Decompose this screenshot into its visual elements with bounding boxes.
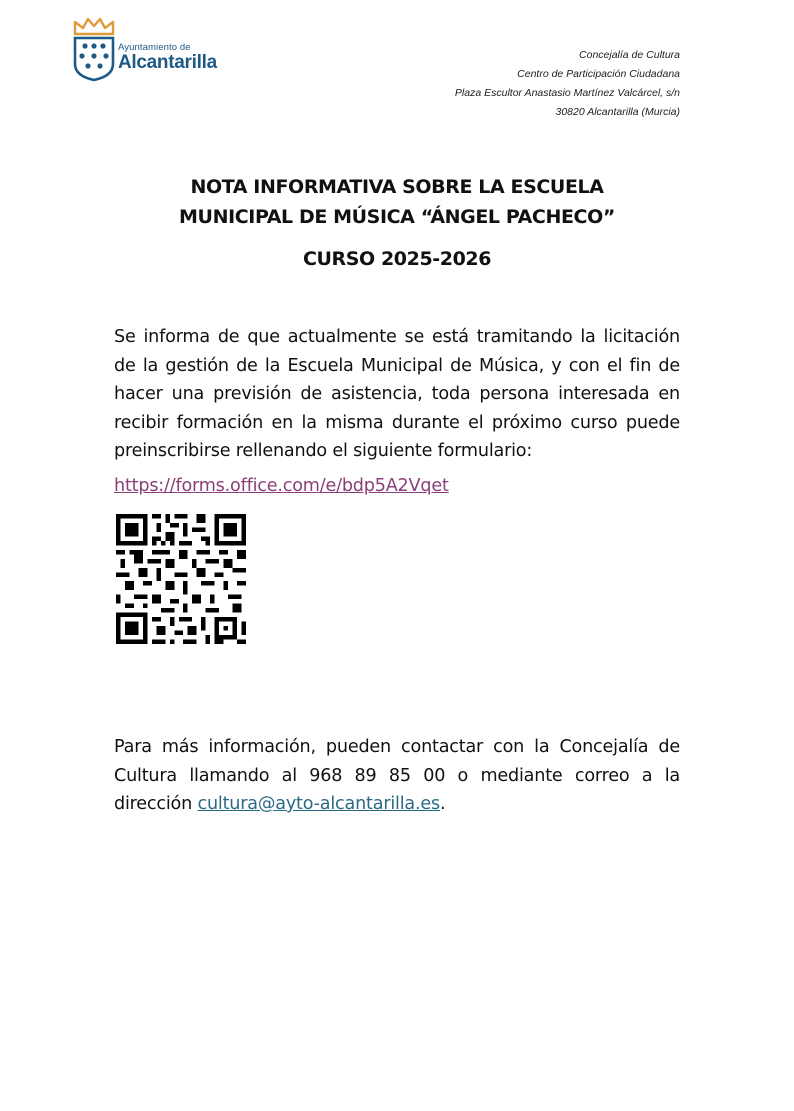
address-block: [455, 46, 680, 122]
info-paragraph: Se informa de que actualmente se está tramitando la licitación de la gestión de la Escuela Municipal de Música, y con el fin de hacer una previsión de asistencia, toda persona interesada en recibir formación en la misma durante el próximo curso puede preinscribirse rellenando el siguiente formulario:: [114, 327, 680, 461]
crest-icon: [72, 16, 116, 82]
contact-paragraph: [114, 733, 680, 819]
course-title: CURSO 2025-2026: [302, 248, 492, 270]
address-line: 30820 Alcantarilla (Murcia): [555, 106, 680, 118]
email-link[interactable]: cultura@ayto-alcantarilla.es: [197, 794, 440, 814]
logo-title: Alcantarilla: [118, 52, 217, 73]
contact-text-end: .: [440, 794, 446, 814]
address-line: Concejalía de Cultura: [579, 49, 680, 61]
document-title-line2: MUNICIPAL DE MÚSICA “ÁNGEL PACHECO”: [179, 206, 615, 228]
address-line: Plaza Escultor Anastasio Martínez Valcárcel, s/n: [454, 87, 680, 99]
qr-code-icon: [116, 514, 246, 644]
municipal-logo: [72, 16, 232, 82]
contact-text: Para más información, pueden contactar con la Concejalía de Cultura llamando al 968 89 85 00 o mediante correo a la dirección: [114, 737, 680, 814]
document-title-line1: NOTA INFORMATIVA SOBRE LA ESCUELA: [190, 176, 604, 198]
address-line: Centro de Participación Ciudadana: [517, 68, 680, 80]
logo-subtitle: Ayuntamiento de: [118, 42, 191, 53]
form-link[interactable]: https://forms.office.com/e/bdp5A2Vqet: [114, 476, 449, 496]
